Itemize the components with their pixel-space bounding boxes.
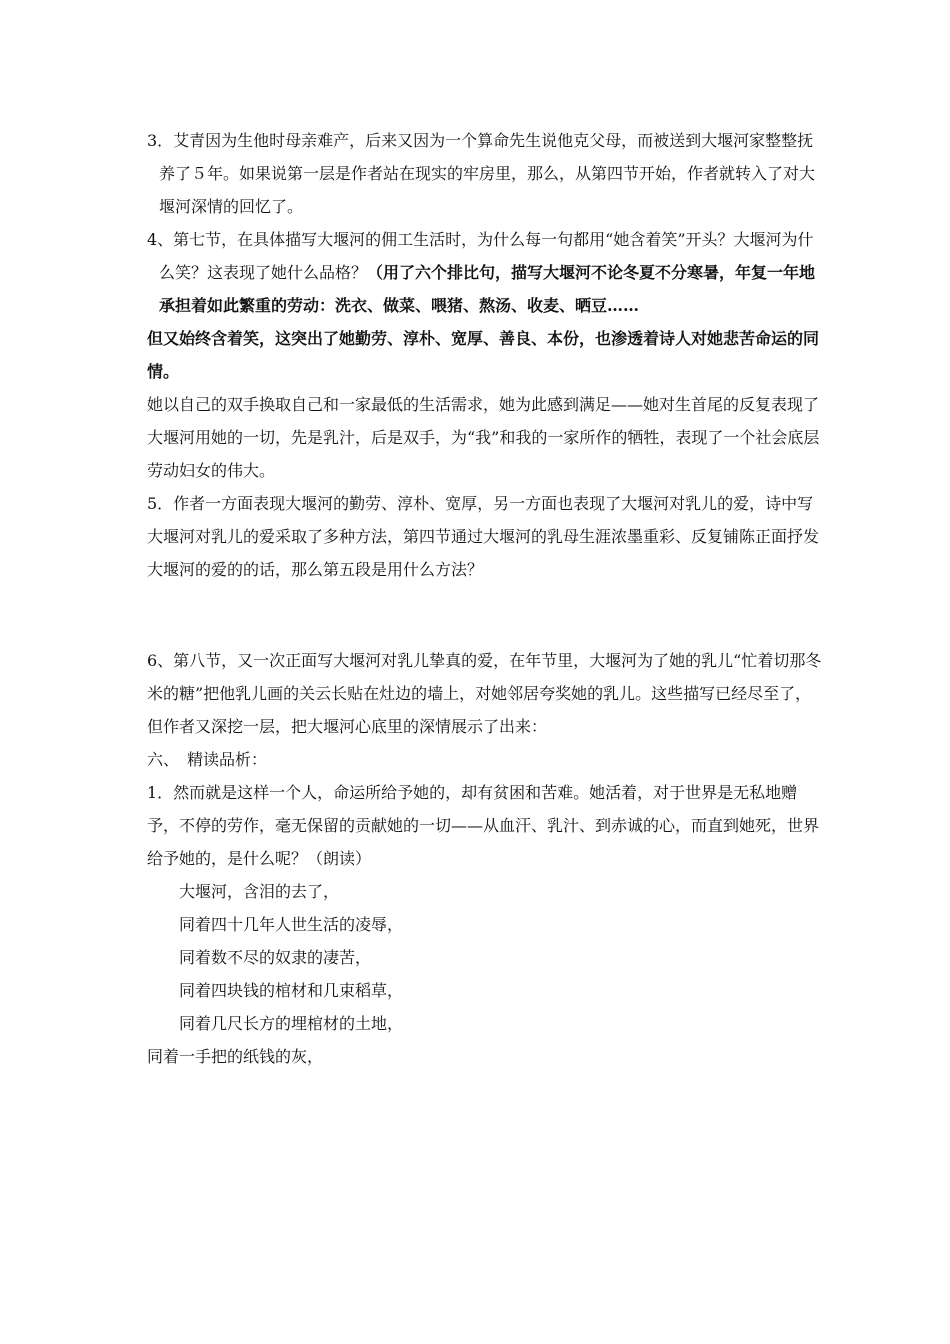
section-heading: 六、 精读品析： bbox=[147, 750, 268, 769]
document-body bbox=[147, 124, 827, 1073]
q4-answer-a: （用了六个排比句，描写大堰河不论冬夏不分寒暑，年复一年地承担着如此繁重的劳动：洗衣、做菜、喂猪、熬汤、收麦、晒豆…… bbox=[159, 263, 816, 315]
poem-line: 同着四块钱的棺材和几束稻草， bbox=[179, 981, 404, 1000]
paragraph-q3: 3．艾青因为生他时母亲难产，后来又因为一个算命先生说他克父母，而被送到大堰河家整整抚养了５年。如果说第一层是作者站在现实的牢房里，那么，从第四节开始，作者就转入了对大堰河深情的回忆了。 bbox=[147, 131, 816, 216]
paragraph-q4-note: 她以自己的双手换取自己和一家最低的生活需求，她为此感到满足——她对生首尾的反复表现了大堰河用她的一切，先是乳汁，后是双手，为“我”和我的一家所作的牺牲，表现了一个社会底层劳动妇女的伟大。 bbox=[147, 395, 820, 480]
paragraph-q4-answer bbox=[147, 322, 827, 388]
paragraph-q4 bbox=[147, 223, 827, 322]
poem-line: 同着一手把的纸钱的灰， bbox=[147, 1047, 324, 1066]
blank-answer-space bbox=[147, 586, 827, 644]
poem-line: 同着数不尽的奴隶的凄苦， bbox=[179, 948, 372, 967]
paragraph-q6: 6、第八节，又一次正面写大堰河对乳儿挚真的爱，在年节里，大堰河为了她的乳儿“忙着切那冬米的糖”把他乳儿画的关云长贴在灶边的墙上，对她邻居夸奖她的乳儿。这些描写已经尽至了，但作者又深挖一层，把大堰河心底里的深情展示了出来： bbox=[147, 651, 822, 736]
poem-line: 同着四十几年人世生活的凌辱， bbox=[179, 915, 404, 934]
paragraph-item1: 1．然而就是这样一个人，命运所给予她的，却有贫困和苦难。她活着，对于世界是无私地赠予，不停的劳作，毫无保留的贡献她的一切——从血汗、乳汁、到赤诚的心，而直到她死，世界给予她的，是什么呢？（朗读） bbox=[147, 783, 820, 868]
q4-answer-b: 但又始终含着笑，这突出了她勤劳、淳朴、宽厚、善良、本份，也渗透着诗人对她悲苦命运的同情。 bbox=[147, 329, 820, 381]
poem-line: 同着几尺长方的埋棺材的土地， bbox=[179, 1014, 404, 1033]
poem-line: 大堰河，含泪的去了， bbox=[179, 882, 340, 901]
paragraph-q5: 5．作者一方面表现大堰河的勤劳、淳朴、宽厚，另一方面也表现了大堰河对乳儿的爱，诗中写大堰河对乳儿的爱采取了多种方法，第四节通过大堰河的乳母生涯浓墨重彩、反复铺陈正面抒发大堰河的爱的的话，那么第五段是用什么方法？ bbox=[147, 494, 820, 579]
q4-question: 4、第七节，在具体描写大堰河的佣工生活时，为什么每一句都用“她含着笑”开头？大堰河为什么笑？这表现了她什么品格？ bbox=[147, 230, 814, 282]
